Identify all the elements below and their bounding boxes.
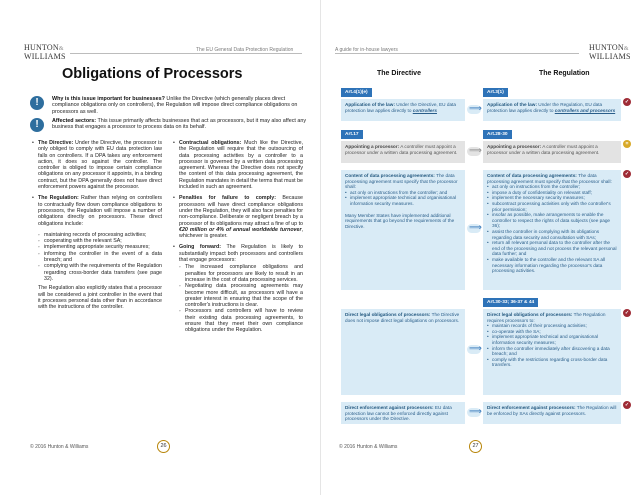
right-column [173, 140, 303, 337]
list-item: • act only on instructions from the controller; [487, 184, 617, 190]
list-item: • return all relevant personal data to the controller after the end of the processing and not process the relevant personal data further; and [487, 240, 617, 257]
change-marker-icon: ✓ [624, 171, 630, 177]
list-item: • assist the controller in complying with its obligations regarding data security and consultation with SAs; [487, 229, 617, 240]
directive-column-title: The Directive [377, 70, 421, 77]
regulation-enforcement-box: Direct enforcement against processors: The Regulation will be enforced by SAs directly against processors. [483, 402, 621, 424]
regulation-legal-obligations-box: Direct legal obligations of processors: The Regulation requires processors to: • maintain records of their processing activities; • co-operate with the SA; • implement appropriate technical and organisational information security measures; • inform the controller immediately after discovering a data breach; and • comply with the restrictions regarding cross-border data transfers. [483, 309, 621, 395]
article-tag: Art.17 [341, 130, 363, 139]
list-item: • subcontract processing activities only with the controller's prior permission; [487, 201, 617, 212]
list-item: • co-operate with the SA; [487, 329, 617, 335]
header-rule [70, 53, 302, 54]
hunton-williams-logo: HUNTON& WILLIAMS [589, 43, 631, 61]
footer-copyright: © 2016 Hunton & Williams [30, 444, 89, 450]
article-tag: Art.28-30 [483, 130, 512, 139]
list-item: ▫ Negotiating data processing agreements may become more difficult, as processors will have a greater interest in ensuring that the scope of the controller's instructions is clear. [179, 283, 303, 308]
directive-enforcement-box: Direct enforcement against processors: EU data protection law cannot be enforced directly against processors under the Directive. [341, 402, 465, 424]
regulation-appointing-box: Appointing a processor: A controller must appoint a processor under a written data processing agreement. [483, 141, 621, 163]
change-marker-icon: ✓ [624, 402, 630, 408]
no-change-marker-icon: = [623, 140, 631, 148]
penalties-paragraph: • Penalties for failure to comply: Because processors will have direct compliance obligations under the Regulation, they will also face penalties for non-compliance. Deliberate or negligent breach by a processor of its obligations may attract a fine of up to €20 million or 4% of annual worldwide turnover, whichever is greater. [173, 195, 303, 239]
list-item: • implement appropriate technical and organisational information security measures; [487, 334, 617, 345]
exclamation-icon: ! [30, 96, 44, 110]
running-title: A guide for in-house lawyers [335, 47, 398, 53]
regulation-content-box: Content of data processing agreements: The data processing agreement must specify that the processor shall: • act only on instructions from the controller; • impose a duty of confidentiality on relevant staff; • implement the necessary security measures; • subcontract processing activities only with the controller's prior permission; • insofar as possible, make arrangements to enable the controller to respect the rights of data subjects (see page 36); • assist the controller in complying with its obligations regarding data security and consultation with SAs; • return all relevant personal data to the controller after the end of the processing and not process the relevant personal data further; and • make available to the controller and the relevant SA all necessary information regarding the processor's data processing activities. [483, 170, 621, 290]
going-forward-paragraph: • Going forward: The Regulation is likely to substantially impact both processors and controllers that engage processors: [173, 244, 303, 263]
directive-paragraph: • The Directive: Under the Directive, the processor is only obliged to comply with EU data protection law falls on controllers. If a DPA takes any enforcement action, it does so against the controller. The controller is obliged to impose certain compliance obligations on any processor it appoints, in a binding contract, but the DPA generally does not have direct enforcement powers against the processor. [32, 140, 162, 190]
directive-legal-obligations-box: Direct legal obligations of processors: The Directive does not impose direct legal obligations on processors. [341, 309, 465, 395]
going-forward-list [179, 264, 303, 333]
running-title: The EU General Data Protection Regulation [196, 47, 294, 53]
page-number: 26 [157, 440, 170, 453]
list-item: • implement appropriate technical and organisational information security measures. [345, 195, 461, 206]
list-item: • implement the necessary security measures; [487, 195, 617, 201]
directive-application-box: Application of the law: Under the Directive, EU data protection law applies directly to controllers [341, 99, 465, 121]
header-rule [335, 53, 579, 54]
footer-copyright: © 2016 Hunton & Williams [339, 444, 398, 450]
list-item: • comply with the restrictions regarding cross-border data transfers. [487, 357, 617, 368]
member-states-note: Many Member States have implemented additional requirements that go beyond the requirements of the Directive. [345, 212, 455, 229]
list-item: ▫ complying with the requirements of the Regulation regarding cross-border data transfers (see page 32). [38, 263, 162, 282]
list-item: • maintain records of their processing activities; [487, 323, 617, 329]
change-marker-icon: ✓ [624, 99, 630, 105]
arrow-icon [467, 105, 481, 114]
list-item: • insofar as possible, make arrangements to enable the controller to respect the rights of data subjects (see page 36); [487, 212, 617, 229]
list-item: ▫ maintaining records of processing activities; [38, 232, 162, 238]
article-tag: Art.4(1)(e) [341, 88, 372, 97]
direct-obligations-list [38, 232, 162, 282]
exclamation-icon: ! [30, 118, 44, 132]
right-page [320, 0, 640, 495]
list-item: • act only on instructions from the controller; and [345, 190, 461, 196]
directive-appointing-box: Appointing a processor: A controller must appoint a processor under a written data processing agreement. [341, 141, 465, 163]
left-column [32, 140, 162, 315]
list-item: ▫ implementing appropriate security measures; [38, 244, 162, 250]
importance-note: Why is this issue important for businesses? Unlike the Directive (which generally places direct compliance obligations only on controllers), the Regulation will impose direct compliance obligations on processors as well. [52, 96, 298, 115]
article-tag: Art.3(1) [483, 88, 508, 97]
list-item: ▫ Processors and controllers will have to review their existing data processing agreements, to ensure that they meet their own compliance obligations under the Regulation. [179, 308, 303, 333]
list-item: ▫ informing the controller in the event of a data breach; and [38, 251, 162, 264]
page-number: 27 [469, 440, 482, 453]
list-item: ▫ cooperating with the relevant SA; [38, 238, 162, 244]
list-item: ▫ The increased compliance obligations and penalties for processors are likely to result in an increase in the cost of data processing services. [179, 264, 303, 283]
list-item: • make available to the controller and the relevant SA all necessary information regarding the processor's data processing activities. [487, 257, 617, 274]
arrow-icon [467, 147, 481, 156]
arrow-icon [467, 408, 481, 417]
list-item: • impose a duty of confidentiality on relevant staff; [487, 190, 617, 196]
arrow-icon [467, 345, 481, 354]
affected-sectors-note: Affected sectors: This issue primarily affects businesses that act as processors, but it may also affect any business that engages a processor to process data on its behalf. [52, 118, 307, 131]
change-marker-icon: ✓ [624, 310, 630, 316]
regulation-column-title: The Regulation [539, 70, 590, 77]
regulation-paragraph: • The Regulation: Rather than relying on controllers to contractually flow down compliance obligations to processors, the Regulation will impose a number of obligations directly on processors. These direct obligations include: [32, 195, 162, 226]
list-item: • inform the controller immediately after discovering a data breach; and [487, 346, 617, 357]
article-tag: Art.30-33; 36-37 & 44 [483, 298, 538, 307]
arrow-icon [467, 224, 481, 233]
regulation-application-box: Application of the law: Under the Regulation, EU data protection law applies directly to controllers and processors [483, 99, 621, 121]
contractual-obligations-paragraph: • Contractual obligations: Much like the Directive, the Regulation will require that the outsourcing of data processing activities by a controller to a processor is governed by a written data processing agreement. Whereas the Directive does not specify the content of this data processing agreement, the Regulation mandates in detail the terms that must be included in such an agreement. [173, 140, 303, 190]
directive-content-box: Content of data processing agreements: The data processing agreement must specify that the processor shall: • act only on instructions from the controller; and • implement appropriate technical and organisational information security measures. Many Member States have implemented additional requirements that go beyond the requirements of the Directive. [341, 170, 465, 290]
joint-controller-paragraph: The Regulation also explicitly states that a processor will be considered a joint controller in the event that it processes personal data other than in accordance with the instructions of the controller. [38, 285, 162, 311]
hunton-williams-logo: HUNTON& WILLIAMS [24, 43, 66, 61]
page-title: Obligations of Processors [62, 66, 243, 82]
